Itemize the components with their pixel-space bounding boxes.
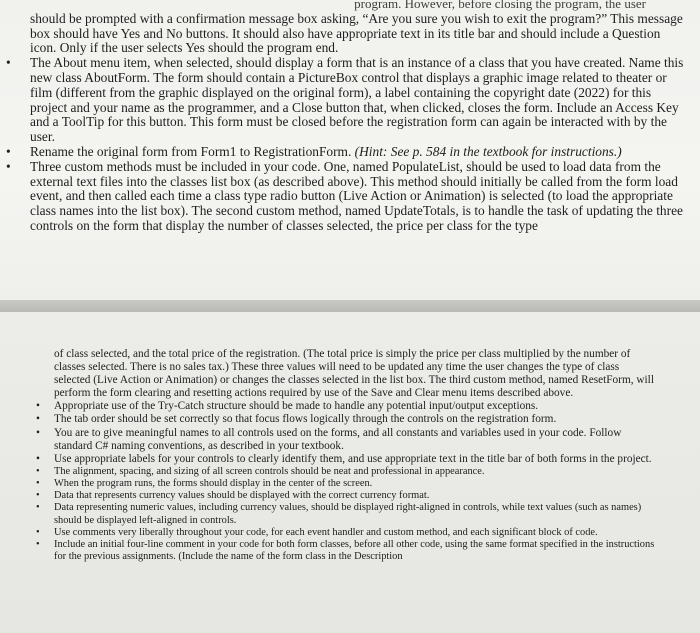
top-header-fragment: program. However, before closing the program, the user [354,0,646,11]
top-bullet-list [30,56,686,234]
bottom-bullet-list [54,400,656,563]
bullet-about-menu: • The About menu item, when selected, should display a form that is an instance of a class that you have created. Name this new class AboutForm. The form should contain a PictureBox control that displays a graphic image related to theater or film (different from the graphic displayed on the original form), a label containing the copyright date (2022) for this project and your name as the programmer, and a Close button that, when clicked, closes the form. Include an Access Key and a ToolTip for this button. This form must be closed before the registration form can again be interacted with by the user. [30,56,686,145]
top-page-continuation: program. However, before closing the program, the user should be prompted with a confirmation message box asking, “Are you sure you wish to exit the program?” This message box should have Yes and No buttons. It should also have appropriate text in its title bar and should include a Question icon. Only if the user selects Yes should the program end. [30,0,686,56]
bottom-page-photo [0,312,700,633]
bullet-naming: • You are to give meaningful names to all controls used on the forms, and all constants and variables used in your code. Follow standard C# naming conventions, as described in your textbook. [54,427,656,453]
bullet-header-comment: • Include an initial four-line comment in your code for both form classes, before all other code, using the same format specified in the instructions for the previous assignments. (Include the name of the form class in the Description [54,539,656,563]
bullet-custom-methods: • Three custom methods must be included in your code. One, named PopulateList, should be used to load data from the external text files into the classes list box (as described above). This method should initially be called from the form load event, and then called each time a class type radio button (Live Action or Animation) is selected (to load the appropriate class names into the list box). The second custom method, named UpdateTotals, is to handle the task of updating the three controls on the form that display the number of classes selected, the price per class for the type [30,160,686,234]
page-divider [0,300,700,312]
bullet-currency-format: • Data that represents currency values should be displayed with the correct currency format. [54,490,656,502]
bullet-numeric-alignment: • Data representing numeric values, including currency values, should be displayed right-aligned in controls, while text values (such as names) should be displayed left-aligned in controls. [54,502,656,526]
bullet-alignment: • The alignment, spacing, and sizing of all screen controls should be neat and professional in appearance. [54,466,656,478]
bullet-labels: • Use appropriate labels for your controls to clearly identify them, and use appropriate text in the title bar of both forms in the project. [54,453,656,466]
bottom-page-continuation: of class selected, and the total price of the registration. (The total price is simply the price per class multiplied by the number of classes selected. There is no sales tax.) These three values will need to be updated any time the user changes the type of class selected (Live Action or Animation) or changes the classes selected in the list box. The third custom method, named ResetForm, will perform the form clearing and resetting actions required by use of the Save and Clear menu items described above. [54,348,654,400]
bullet-center-screen: • When the program runs, the forms should display in the center of the screen. [54,478,656,490]
bullet-tab-order: • The tab order should be set correctly so that focus flows logically through the controls on the registration form. [54,413,656,426]
top-page-photo [0,0,700,300]
bottom-page-text [54,348,656,563]
top-page-text [30,0,686,234]
bullet-comments: • Use comments very liberally throughout your code, for each event handler and custom method, and each significant block of code. [54,527,656,539]
hint-text: (Hint: See p. 584 in the textbook for instructions.) [354,143,622,159]
bullet-rename-form: • Rename the original form from Form1 to RegistrationForm. (Hint: See p. 584 in the textbook for instructions.) [30,145,686,160]
bullet-try-catch: • Appropriate use of the Try-Catch structure should be made to handle any potential input/output exceptions. [54,400,656,413]
